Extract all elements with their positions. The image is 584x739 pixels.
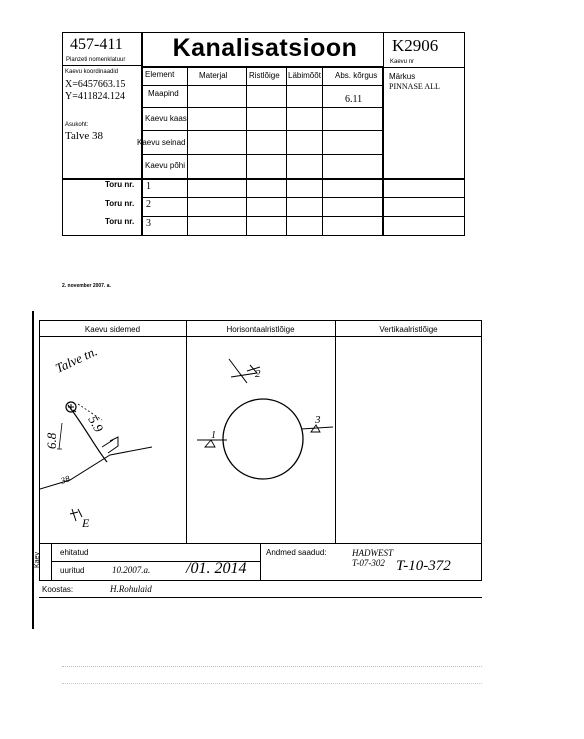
well-number: K2906 [392, 36, 439, 55]
date-line: 2. november 2007. a. [62, 283, 111, 289]
hand-code: T-10-372 [396, 558, 451, 574]
well-number-caption: Kaevu nr [390, 59, 415, 65]
col-abs-height: Abs. kõrgus [335, 71, 378, 80]
col-horizontal-section: Horisontaalristlõige [226, 325, 295, 334]
pipe-label-1: Toru nr. [105, 180, 135, 189]
company-code: T-07-302 [352, 558, 385, 568]
pipe-number-1: 1 [146, 181, 151, 192]
row-label-maapind: Maapind [148, 89, 179, 98]
side-label: Kaev [34, 552, 41, 568]
col-vertical-section: Vertikaalristlõige [379, 325, 438, 334]
compiled-label: Koostas: [42, 585, 74, 594]
scan-noise [62, 666, 482, 667]
abs-value-maapind: 6.11 [345, 94, 363, 105]
row-label-kaevu-pohi: Kaevu põhi [145, 161, 186, 170]
hand-street: Talve tn. [52, 343, 100, 376]
hand-house-number: 38 [59, 473, 72, 486]
row-label-kaevu-seinad: Kaevu seinad [137, 138, 186, 147]
hand-distance-1: 5.9 [85, 413, 107, 435]
pipe-number-2: 2 [146, 199, 151, 210]
pipe-label-3: Toru nr. [105, 217, 135, 226]
col-remark: Märkus [389, 72, 416, 81]
built-label: ehitatud [60, 548, 89, 557]
col-connections: Kaevu sidemed [84, 325, 141, 334]
hand-e-mark: E [82, 516, 90, 530]
plan-number-caption: Planzeti nomenklatuur [66, 57, 126, 63]
row-label-kaevu-kaas: Kaevu kaas [145, 114, 187, 123]
plan-number: 457-411 [70, 36, 123, 53]
data-from-label: Andmed saadud: [266, 548, 327, 557]
surveyed-date: 10.2007.a. [112, 565, 151, 575]
location-value: Talve 38 [65, 130, 104, 142]
col-material: Materjal [199, 71, 228, 80]
manhole-circle [223, 399, 303, 479]
horizontal-section-sketch [187, 337, 335, 543]
sheet-margin-line [32, 311, 34, 629]
col-crosssection: Ristlõige [249, 71, 280, 80]
connections-sketch [40, 337, 186, 543]
y-coord: Y=411824.124 [65, 91, 125, 102]
location-caption: Asukoht: [65, 122, 89, 128]
hand-date: /01. 2014 [186, 560, 247, 577]
pipe-number-3: 3 [146, 218, 151, 229]
company-name: HADWEST [352, 548, 393, 558]
well-number-box [383, 32, 465, 68]
pipe-label-2: Toru nr. [105, 199, 135, 208]
col-diameter: Läbimõõt [288, 71, 321, 80]
remark-value: PINNASE ALL [389, 82, 440, 91]
plan-number-box [62, 32, 142, 66]
data-table [137, 66, 465, 236]
coords-caption: Kaevu koordinaadid [65, 69, 119, 75]
x-coord: X=6457663.15 [65, 79, 126, 90]
pipe-mark-3: 3 [315, 414, 321, 426]
col-element: Element [145, 70, 175, 79]
pipe-mark-1: 1 [211, 430, 216, 441]
surveyed-label: uuritud [60, 566, 85, 575]
compiled-by: H.Rohulaid [110, 584, 152, 594]
page-title: Kanalisatsioon [172, 34, 358, 62]
pipe-mark-2: 2 [255, 368, 261, 380]
hand-distance-2: 6.8 [44, 432, 59, 449]
